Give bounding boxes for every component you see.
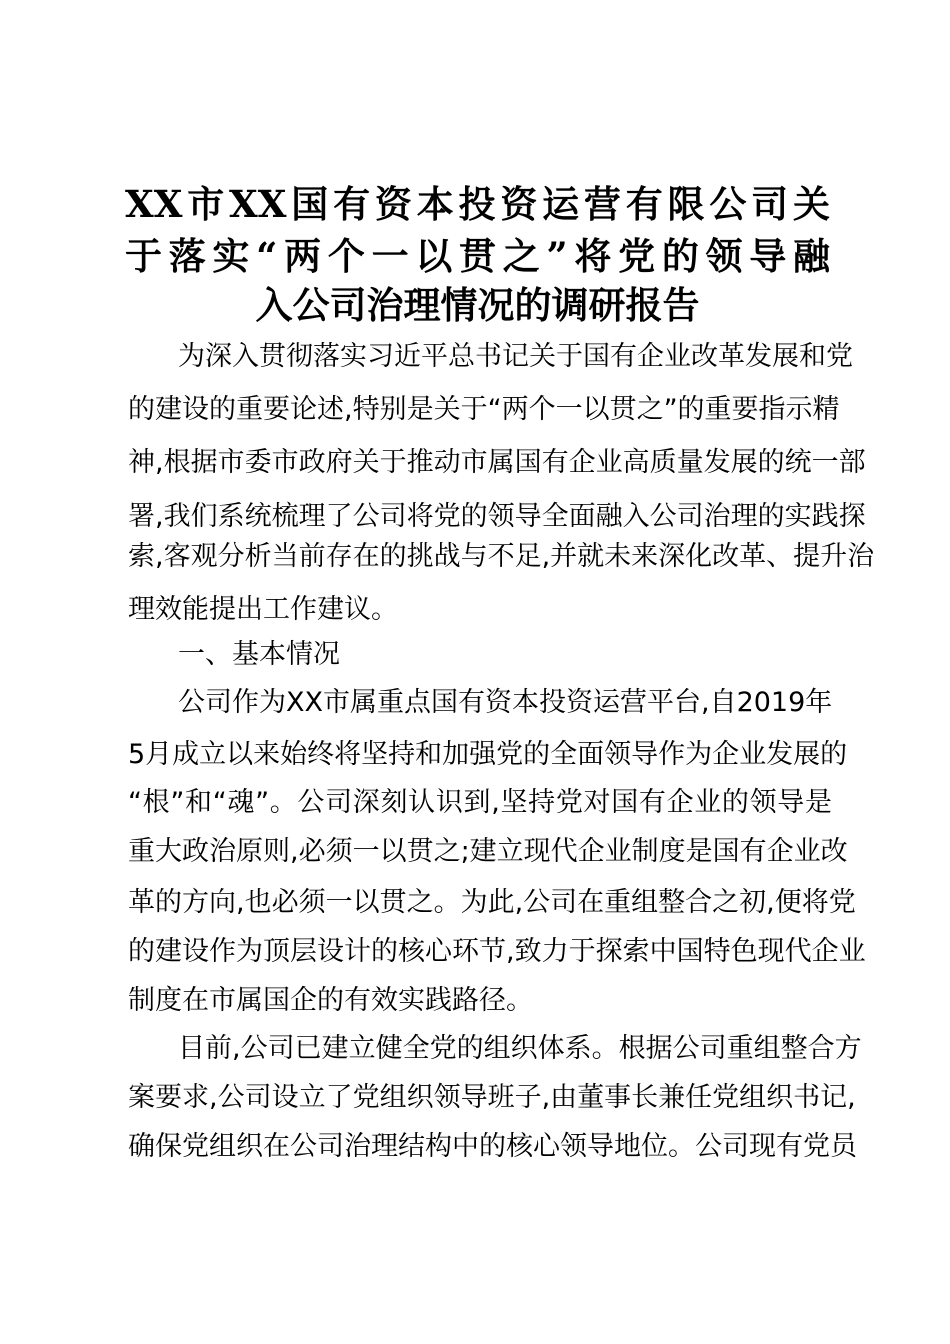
title-line-1: XX市XX国有资本投资运营有限公司关: [125, 182, 830, 226]
paragraph-2-line: 的建设作为顶层设计的核心环节,致力于探索中国特色现代企业: [128, 936, 866, 967]
paragraph-2-line: 革的方向,也必须一以贯之。为此,公司在重组整合之初,便将党: [128, 887, 856, 918]
section-heading: 一、基本情况: [178, 639, 340, 670]
paragraph-3-line: 目前,公司已建立健全党的组织体系。根据公司重组整合方: [178, 1033, 862, 1064]
paragraph-2-line: 制度在市属国企的有效实践路径。: [128, 985, 533, 1016]
paragraph-2-line: 5月成立以来始终将坚持和加强党的全面领导作为企业发展的: [128, 739, 848, 770]
paragraph-1-line: 理效能提出工作建议。: [128, 594, 398, 625]
paragraph-1-line: 索,客观分析当前存在的挑战与不足,并就未来深化改革、提升治: [128, 541, 875, 572]
paragraph-1-line: 署,我们系统梳理了公司将党的领导全面融入公司治理的实践探: [128, 501, 866, 532]
paragraph-1-line: 为深入贯彻落实习近平总书记关于国有企业改革发展和党: [178, 341, 853, 372]
paragraph-1-line: 的建设的重要论述,特别是关于“两个一以贯之”的重要指示精: [128, 394, 840, 425]
paragraph-2-line: 重大政治原则,必须一以贯之;建立现代企业制度是国有企业改: [128, 836, 848, 867]
paragraph-3-line: 确保党组织在公司治理结构中的核心领导地位。公司现有党员: [128, 1131, 857, 1162]
paragraph-2-line: 公司作为XX市属重点国有资本投资运营平台,自2019年: [178, 687, 833, 718]
paragraph-3-line: 案要求,公司设立了党组织领导班子,由董事长兼任党组织书记,: [128, 1082, 856, 1113]
title-line-2: 于落实“两个一以贯之”将党的领导融: [125, 234, 830, 278]
title-line-3: 入公司治理情况的调研报告: [255, 283, 700, 327]
paragraph-1-line: 神,根据市委市政府关于推动市属国有企业高质量发展的统一部: [128, 447, 866, 478]
paragraph-2-line: “根”和“魂”。公司深刻认识到,坚持党对国有企业的领导是: [128, 787, 832, 818]
